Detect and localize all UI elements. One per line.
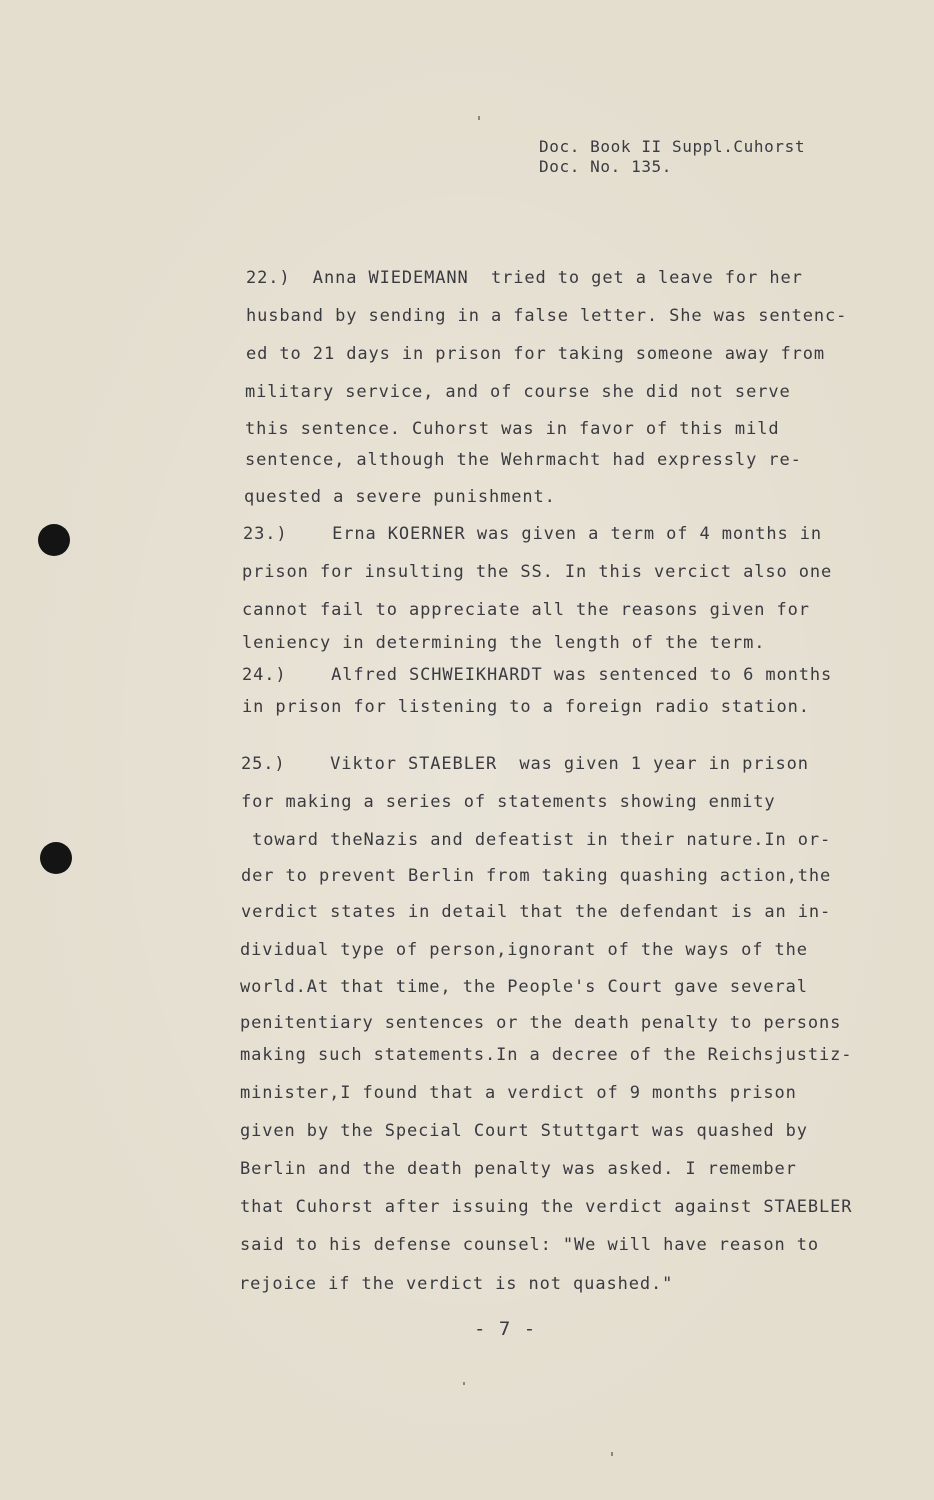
page-number: - 7 - (474, 1318, 537, 1340)
text-line: leniency in determining the length of the term. (242, 633, 766, 653)
text-line: world.At that time, the People's Court gave several (240, 977, 808, 997)
text-line: rejoice if the verdict is not quashed." (239, 1274, 674, 1294)
text-line: toward theNazis and defeatist in their nature.In or- (241, 830, 832, 850)
punch-hole-top (38, 524, 70, 556)
text-line: ed to 21 days in prison for taking someone away from (246, 344, 826, 364)
text-line: der to prevent Berlin from taking quashing action,the (241, 866, 832, 886)
text-line: prison for insulting the SS. In this vercict also one (242, 562, 833, 582)
text-line: for making a series of statements showing enmity (241, 792, 776, 812)
document-reference (539, 137, 805, 177)
text-line: that Cuhorst after issuing the verdict against STAEBLER (240, 1197, 853, 1217)
text-line: husband by sending in a false letter. She was sentenc- (246, 306, 848, 326)
text-line: making such statements.In a decree of the Reichsjustiz- (240, 1045, 853, 1065)
text-line: sentence, although the Wehrmacht had expressly re- (245, 450, 802, 470)
paper-speck (611, 1452, 613, 1456)
text-line: Berlin and the death penalty was asked. I remember (240, 1159, 797, 1179)
text-line: quested a severe punishment. (244, 487, 556, 507)
text-line: penitentiary sentences or the death penalty to persons (240, 1013, 842, 1033)
text-line: in prison for listening to a foreign radio station. (242, 697, 810, 717)
text-line: this sentence. Cuhorst was in favor of this mild (245, 419, 780, 439)
text-line: said to his defense counsel: "We will have reason to (240, 1235, 820, 1255)
text-line: 24.) Alfred SCHWEIKHARDT was sentenced to 6 months (242, 665, 833, 685)
text-line: minister,I found that a verdict of 9 months prison (240, 1083, 797, 1103)
text-line: dividual type of person,ignorant of the ways of the (240, 940, 808, 960)
paper-speck (478, 116, 480, 120)
paper-speck (463, 1382, 465, 1385)
text-line: verdict states in detail that the defendant is an in- (241, 902, 832, 922)
punch-hole-bottom (40, 842, 72, 874)
text-line: 22.) Anna WIEDEMANN tried to get a leave for her (246, 268, 803, 288)
text-line: 23.) Erna KOERNER was given a term of 4 months in (243, 524, 823, 544)
text-line: military service, and of course she did not serve (245, 382, 791, 402)
text-line: 25.) Viktor STAEBLER was given 1 year in prison (241, 754, 809, 774)
doc-book-reference: Doc. Book II Suppl.Cuhorst (539, 137, 806, 156)
text-line: cannot fail to appreciate all the reasons given for (242, 600, 810, 620)
doc-number-reference: Doc. No. 135. (539, 157, 673, 176)
text-line: given by the Special Court Stuttgart was quashed by (240, 1121, 808, 1141)
